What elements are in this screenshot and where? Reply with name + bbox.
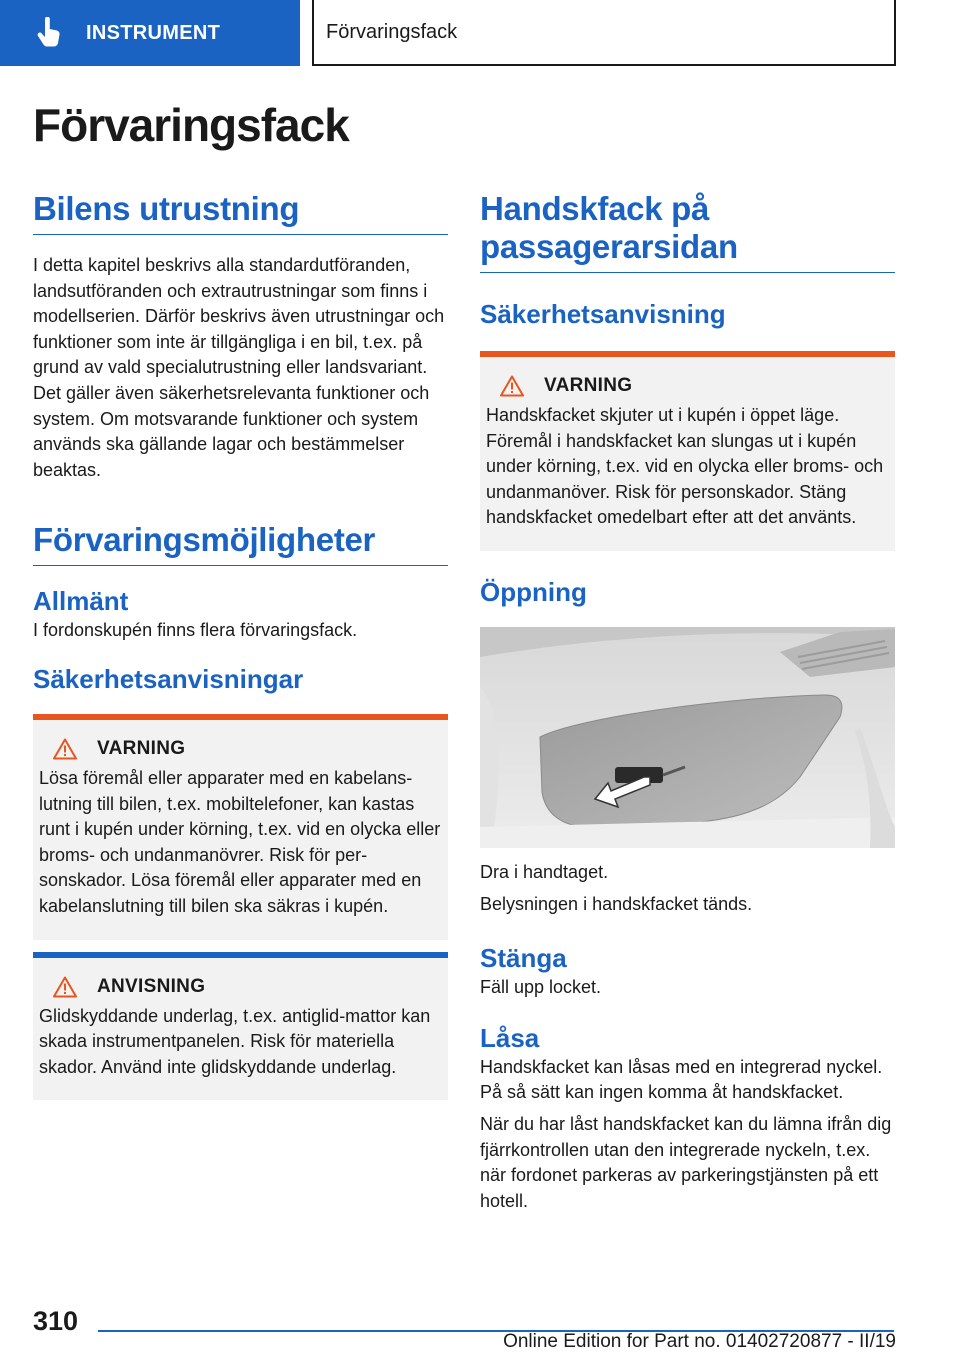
paragraph-lock-2: När du har låst handskfacket kan du lämna ifrån dig fjärrkontrollen utan den integrerade nyckeln, t.ex. när fordonet parkeras av parkeringstjänsten på ett hotell. bbox=[480, 1113, 892, 1211]
glovebox-photo bbox=[480, 627, 895, 848]
notice-box bbox=[33, 952, 448, 1101]
page-title: Förvaringsfack bbox=[33, 99, 349, 151]
warning-text: Handskfacket skjuter ut i kupén i öppet läge. Föremål i handskfacket kan slungas ut i kupén under körning, t.ex. vid en olycka eller broms- och undanmanöver. Risk för personskador. Stäng handskfacket omedelbart efter att det använts. bbox=[486, 405, 884, 528]
paragraph-lock-1: Handskfacket kan låsas med en integrerad nyckel. På så sätt kan ingen komma åt handskfacket. bbox=[480, 1056, 883, 1103]
heading-general: Allmänt bbox=[33, 586, 129, 617]
heading-safety-notes: Säkerhetsanvisningar bbox=[33, 663, 304, 694]
section-tab[interactable] bbox=[0, 0, 300, 66]
section-title: Förvaringsfack bbox=[326, 20, 458, 43]
notice-text: Glidskyddande underlag, t.ex. antiglid-mattor kan skada instrumentpanelen. Risk för materiella skador. Använd inte glidskyddande underlag. bbox=[39, 1005, 431, 1077]
warning-label: VARNING bbox=[544, 375, 633, 396]
warning-box bbox=[33, 714, 448, 940]
warning-box-glovebox bbox=[480, 351, 895, 551]
page-number: 310 bbox=[33, 1306, 79, 1336]
heading-safety-note: Säkerhetsanvisning bbox=[480, 299, 726, 329]
section-title-box bbox=[312, 0, 896, 66]
paragraph-close: Fäll upp locket. bbox=[480, 977, 602, 998]
paragraph-general: I fordonskupén finns flera förvaringsfack. bbox=[33, 620, 358, 641]
warning-triangle-icon bbox=[53, 738, 77, 760]
warning-label: VARNING bbox=[97, 737, 186, 759]
heading-storage: Förvaringsmöjligheter bbox=[33, 521, 448, 566]
heading-lock: Låsa bbox=[480, 1022, 540, 1053]
heading-opening: Öppning bbox=[480, 576, 587, 607]
paragraph-equipment: I detta kapitel beskrivs alla standardutföranden, landsutföranden och extrautrustningar som finns i modellserien. Därför beskrivs även utrustningar och funktioner som inte är tillgängliga i en bil, t.ex. på grund av vald specialutrustning eller landsvariant. Det gäller även säkerhetsrelevanta funktioner och system. Om motsvarande funktioner och system används ska gällande lagar och bestämmelser beaktas. bbox=[33, 255, 445, 480]
warning-triangle-icon bbox=[500, 375, 524, 397]
heading-glovebox: Handskfack på passagerarsidan bbox=[480, 190, 895, 273]
warning-text: Lösa föremål eller apparater med en kabelanslutning till bilen, t.ex. mobiltelefoner, kan kastas runt i kupén under körning, t.ex. vid en olycka eller broms- och undanmanövrer. Risk för personskador. Lösa föremål eller apparater med en kabelanslutning till bilen ska säkras i kupén. bbox=[39, 767, 441, 916]
paragraph-pull: Dra i handtaget. bbox=[480, 861, 609, 882]
left-column bbox=[33, 190, 448, 1100]
paragraph-light: Belysningen i handskfacket tänds. bbox=[480, 893, 753, 914]
heading-equipment: Bilens utrustning bbox=[33, 190, 448, 235]
hand-pointer-icon bbox=[36, 16, 62, 50]
right-column bbox=[480, 190, 895, 1214]
notice-triangle-icon bbox=[53, 976, 77, 998]
footer-edition: Online Edition for Part no. 01402720877 - II/19 bbox=[503, 1331, 896, 1352]
notice-label: ANVISNING bbox=[97, 975, 206, 997]
heading-close: Stänga bbox=[480, 943, 567, 974]
tab-label: INSTRUMENT bbox=[86, 21, 221, 44]
